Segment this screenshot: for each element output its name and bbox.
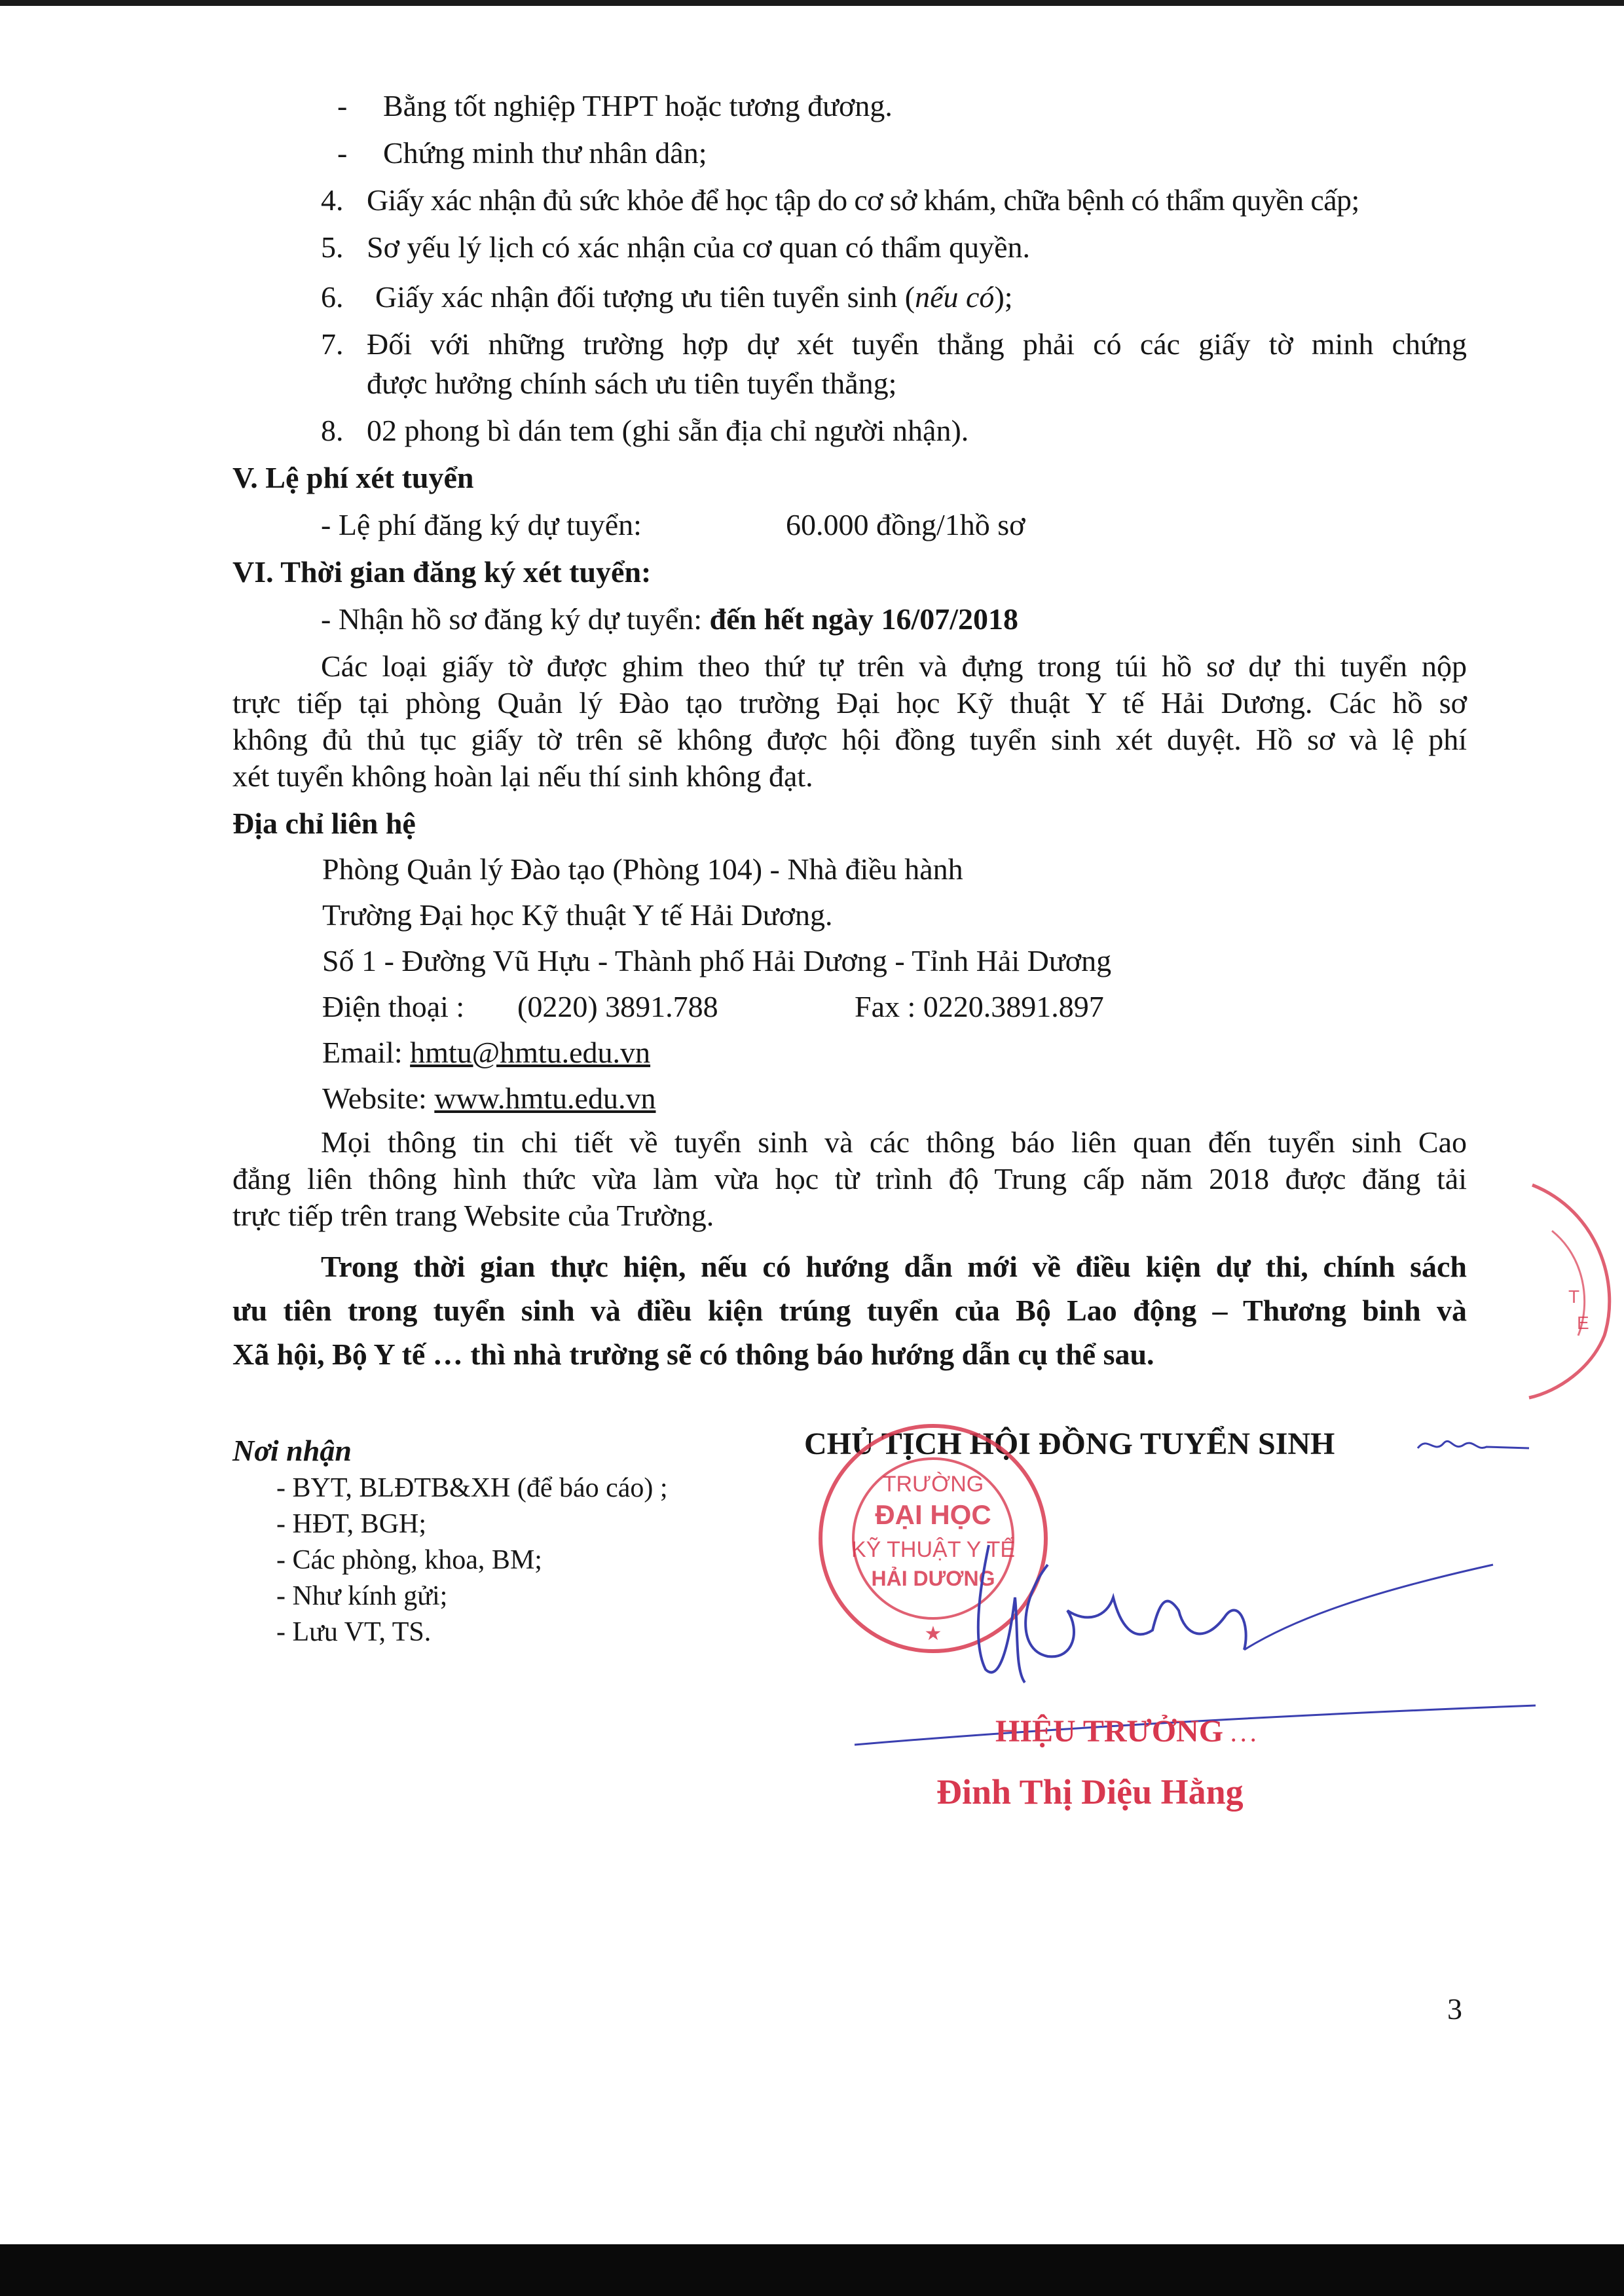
chair-title: CHỦ TỊCH HỘI ĐỒNG TUYỂN SINH (804, 1427, 1335, 1461)
info-para-line: đẳng liên thông hình thức vừa làm vừa học từ trình độ Trung cấp năm 2018 được đăng tải (232, 1162, 1467, 1195)
notice-line: ưu tiên trong tuyển sinh và điều kiện trúng tuyển của Bộ Lao động – Thương binh và (232, 1294, 1467, 1327)
notice-line: Xã hội, Bộ Y tế … thì nhà trường sẽ có thông báo hướng dẫn cụ thể sau. (232, 1338, 1154, 1371)
item-number: 8. (321, 414, 344, 447)
deadline-label: - Nhận hồ sơ đăng ký dự tuyển: (321, 602, 710, 636)
edge-stamp-icon (1506, 1172, 1624, 1408)
contact-fax: Fax : 0220.3891.897 (855, 990, 1104, 1023)
info-para-line: Mọi thông tin chi tiết về tuyển sinh và các thông báo liên quan đến tuyển sinh Cao (321, 1125, 1467, 1159)
contact-office: Phòng Quản lý Đào tạo (Phòng 104) - Nhà điều hành (322, 852, 963, 886)
list-item-id-card: Chứng minh thư nhân dân; (383, 136, 707, 170)
contact-address: Số 1 - Đường Vũ Hựu - Thành phố Hải Dương - Tỉnh Hải Dương (322, 944, 1112, 977)
item-number: 6. (321, 280, 344, 314)
info-para-line: trực tiếp trên trang Website của Trường. (232, 1199, 714, 1232)
registration-para-line: Các loại giấy tờ được ghim theo thứ tự trên và đựng trong túi hồ sơ dự thi tuyển nộp (321, 649, 1467, 683)
stamp-line: TRƯỜNG (882, 1472, 984, 1497)
email-label: Email: (322, 1036, 411, 1069)
rector-title: HIỆU TRƯỞNG . . . (995, 1714, 1256, 1749)
item-health-certificate: Giấy xác nhận đủ sức khỏe để học tập do cơ sở khám, chữa bệnh có thẩm quyền cấp; (367, 183, 1359, 217)
list-item-diploma: Bằng tốt nghiệp THPT hoặc tương đương. (383, 89, 893, 122)
contact-school: Trường Đại học Kỹ thuật Y tế Hải Dương. (322, 898, 833, 932)
deadline-date: đến hết ngày 16/07/2018 (709, 602, 1019, 636)
registration-deadline (321, 600, 1018, 638)
contact-phone-label: Điện thoại : (322, 990, 465, 1023)
section-fee-heading: V. Lệ phí xét tuyển (232, 461, 474, 494)
contact-phone: (0220) 3891.788 (517, 990, 718, 1023)
section-registration-heading: VI. Thời gian đăng ký xét tuyển: (232, 555, 652, 589)
website-label: Website: (322, 1082, 435, 1115)
notice-line: Trong thời gian thực hiện, nếu có hướng dẫn mới về điều kiện dự thi, chính sách (321, 1250, 1467, 1283)
recipient-item: - HĐT, BGH; (276, 1509, 427, 1539)
contact-heading: Địa chỉ liên hệ (232, 807, 416, 840)
item-number: 7. (321, 327, 344, 361)
scan-edge-bottom (0, 2244, 1624, 2296)
website-link[interactable]: www.hmtu.edu.vn (434, 1082, 656, 1115)
recipient-item: - Như kính gửi; (276, 1581, 448, 1611)
stamp-line: ĐẠI HỌC (875, 1499, 991, 1530)
rector-title-text: HIỆU TRƯỞNG (995, 1714, 1224, 1749)
fee-label: - Lệ phí đăng ký dự tuyển: (321, 508, 642, 541)
registration-para-line: không đủ thủ tục giấy tờ trên sẽ không được hội đồng tuyển sinh xét duyệt. Hồ sơ và lệ phí (232, 723, 1467, 756)
item-direct-admission-line2: được hưởng chính sách ưu tiên tuyển thẳng; (367, 367, 897, 400)
recipient-item: - BYT, BLĐTB&XH (để báo cáo) ; (276, 1473, 668, 1503)
initial-mark-icon (1414, 1429, 1532, 1461)
svg-text:T: T (1568, 1286, 1580, 1307)
item-number: 4. (321, 183, 344, 217)
item-direct-admission-line1: Đối với những trường hợp dự xét tuyển thẳng phải có các giấy tờ minh chứng (367, 327, 1467, 361)
recipient-item: - Lưu VT, TS. (276, 1617, 432, 1647)
stamp-line: HẢI DƯƠNG (871, 1567, 995, 1590)
list-dash: - (337, 136, 348, 170)
item-italic-note: nếu có (915, 280, 995, 314)
recipient-item: - Các phòng, khoa, BM; (276, 1545, 542, 1575)
page-number: 3 (1447, 1992, 1462, 2026)
rector-name: Đinh Thị Diệu Hằng (936, 1772, 1244, 1812)
item-curriculum-vitae: Sơ yếu lý lịch có xác nhận của cơ quan có thẩm quyền. (367, 230, 1031, 264)
item-text-tail: ); (994, 280, 1013, 314)
list-dash: - (337, 89, 348, 122)
contact-email (322, 1034, 650, 1072)
svg-text:★: ★ (924, 1623, 942, 1645)
stamp-line: KỸ THUẬT Y TẾ (851, 1537, 1016, 1562)
svg-text:E: E (1577, 1313, 1589, 1333)
fee-value: 60.000 đồng/1hồ sơ (786, 508, 1025, 541)
email-link[interactable]: hmtu@hmtu.edu.vn (410, 1036, 651, 1069)
contact-website (322, 1080, 655, 1118)
scan-edge-top (0, 0, 1624, 6)
item-envelopes: 02 phong bì dán tem (ghi sẵn địa chỉ người nhận). (367, 414, 969, 447)
registration-para-line: trực tiếp tại phòng Quản lý Đào tạo trường Đại học Kỹ thuật Y tế Hải Dương. Các hồ sơ (232, 686, 1467, 720)
item-priority-certificate (375, 278, 1013, 316)
recipients-heading: Nơi nhận (232, 1434, 352, 1467)
item-number: 5. (321, 230, 344, 264)
registration-para-line: xét tuyển không hoàn lại nếu thí sinh không đạt. (232, 759, 813, 793)
item-text: Giấy xác nhận đối tượng ưu tiên tuyển sinh ( (375, 280, 915, 314)
